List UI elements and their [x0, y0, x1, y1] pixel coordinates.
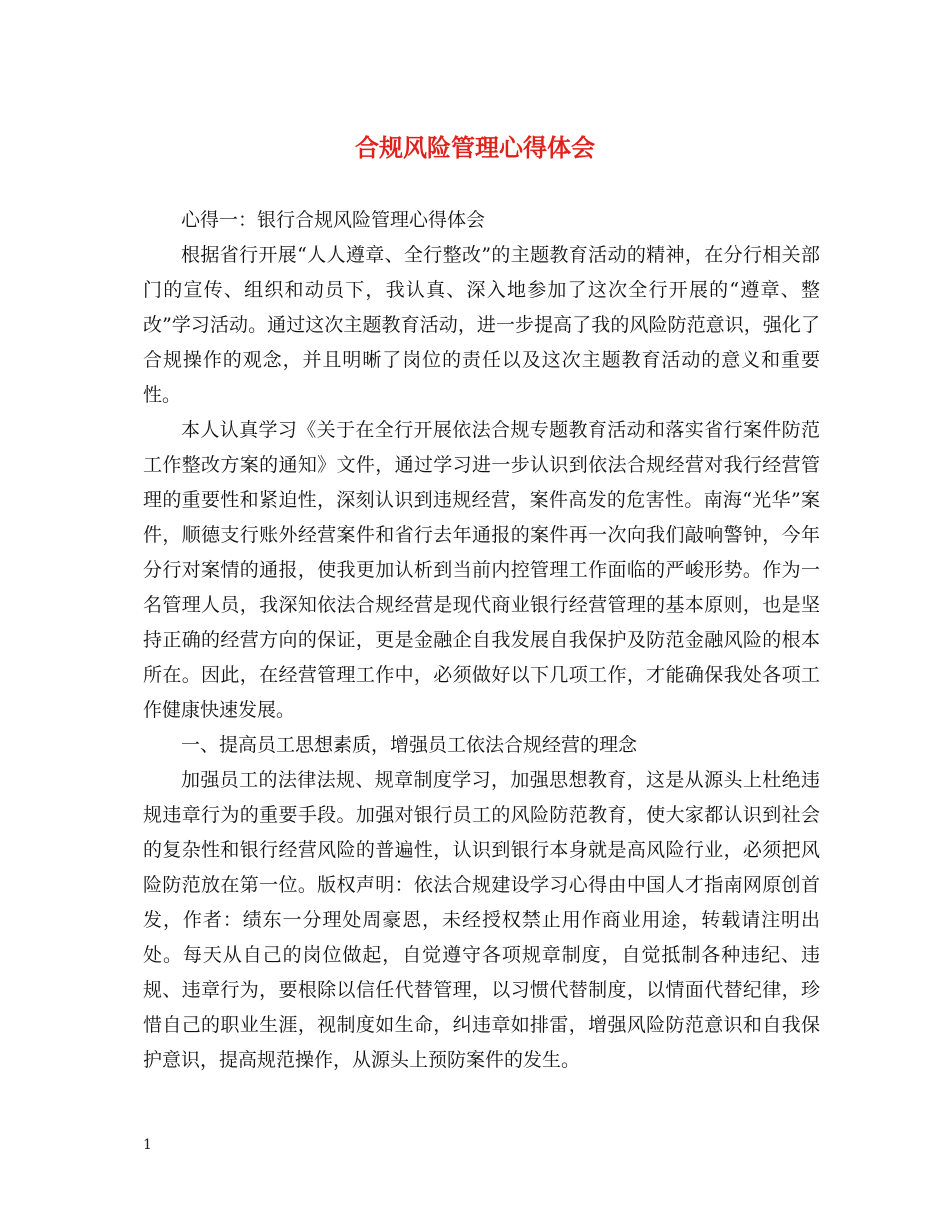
paragraph-study: 本人认真学习《关于在全行开展依法合规专题教育活动和落实省行案件防范工作整改方案的通知》文件，通过学习进一步认识到依法合规经营对我行经营管理的重要性和紧迫性，深刻认识到违规经营，案件高发的危害性。南海“光华”案件，顺德支行账外经营案件和省行去年通报的案件再一次向我们敲响警钟，今年分行对案情的通报，使我更加认析到当前内控管理工作面临的严峻形势。作为一名管理人员，我深知依法合规经营是现代商业银行经营管理的基本原则，也是坚持正确的经营方向的保证，更是金融企自我发展自我保护及防范金融风险的根本所在。因此，在经营管理工作中，必须做好以下几项工作，才能确保我处各项工作健康快速发展。 [143, 419, 820, 721]
document-body [143, 203, 820, 1078]
document-title: 合规风险管理心得体会 [355, 133, 595, 162]
page-number: 1 [143, 1137, 152, 1153]
heading-section-1: 心得一：银行合规风险管理心得体会 [181, 209, 486, 231]
heading-point-1: 一、提高员工思想素质，增强员工依法合规经营的理念 [181, 734, 638, 756]
paragraph-education: 加强员工的法律法规、规章制度学习，加强思想教育，这是从源头上杜绝违规违章行为的重要手段。加强对银行员工的风险防范教育，使大家都认识到社会的复杂性和银行经营风险的普遍性，认识到银行本身就是高风险行业，必须把风险防范放在第一位。版权声明：依法合规建设学习心得由中国人才指南网原创首发，作者：绩东一分理处周豪恩，未经授权禁止用作商业用途，转载请注明出处。每天从自己的岗位做起，自觉遵守各项规章制度，自觉抵制各种违纪、违规、违章行为，要根除以信任代替管理，以习惯代替制度，以情面代替纪律，珍惜自己的职业生涯，视制度如生命，纠违章如排雷，增强风险防范意识和自我保护意识，提高规范操作，从源头上预防案件的发生。 [143, 769, 820, 1071]
paragraph-intro: 根据省行开展“人人遵章、全行整改”的主题教育活动的精神，在分行相关部门的宣传、组织和动员下，我认真、深入地参加了这次全行开展的“遵章、整改”学习活动。通过这次主题教育活动，进一步提高了我的风险防范意识，强化了合规操作的观念，并且明晰了岗位的责任以及这次主题教育活动的意义和重要性。 [143, 244, 820, 406]
